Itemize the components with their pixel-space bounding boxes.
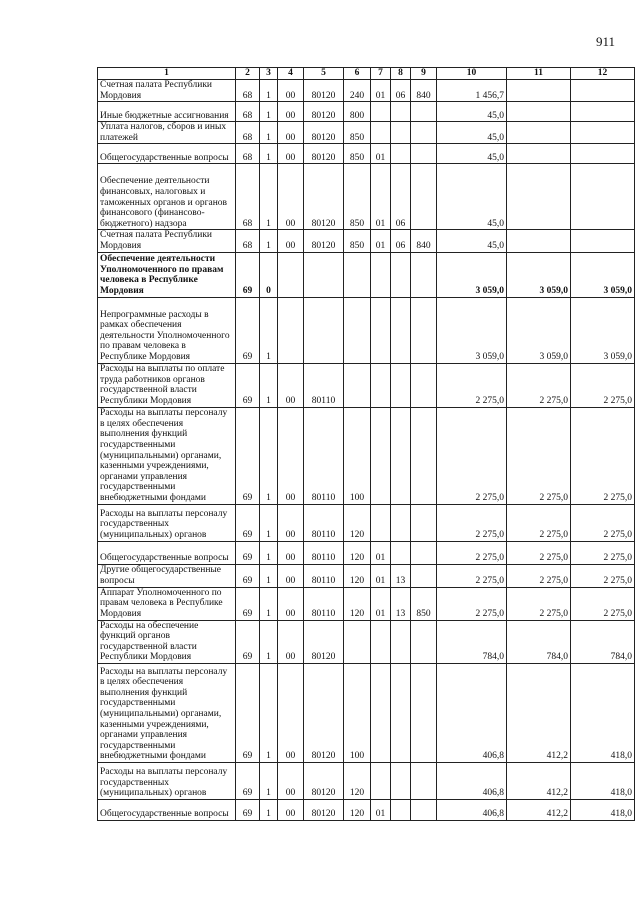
row-name-cell: Расходы на обеспечение функций органов государственной власти Республики Мордовия — [98, 620, 236, 663]
table-cell: 120 — [344, 799, 371, 820]
table-cell: 3 059,0 — [437, 252, 507, 297]
column-header-7: 7 — [371, 68, 391, 80]
row-name-cell: Другие общегосударственные вопросы — [98, 564, 236, 587]
table-cell: 406,8 — [437, 762, 507, 799]
table-cell: 406,8 — [437, 799, 507, 820]
column-header-1: 1 — [98, 68, 236, 80]
table-cell — [391, 620, 411, 663]
table-cell — [391, 363, 411, 407]
table-cell — [411, 541, 437, 564]
row-name-cell: Уплата налогов, сборов и иных платежей — [98, 122, 236, 144]
table-cell: 2 275,0 — [437, 504, 507, 541]
table-cell: 3 059,0 — [571, 297, 635, 363]
table-row — [98, 762, 635, 799]
table-cell: 0 — [260, 252, 278, 297]
table-cell: 120 — [344, 541, 371, 564]
table-cell: 100 — [344, 663, 371, 762]
table-cell — [507, 164, 571, 230]
table-cell — [507, 122, 571, 144]
table-row — [98, 799, 635, 820]
row-name-cell: Иные бюджетные ассигнования — [98, 102, 236, 122]
row-name-cell: Непрограммные расходы в рамках обеспечения деятельности Уполномоченного по правам человека в Республике Мордовия — [98, 297, 236, 363]
row-name-cell: Счетная палата Республики Мордовия — [98, 80, 236, 102]
table-cell: 00 — [278, 564, 304, 587]
column-header-11: 11 — [507, 68, 571, 80]
table-cell: 69 — [236, 252, 260, 297]
table-cell: 80120 — [304, 122, 344, 144]
table-cell: 1 — [260, 407, 278, 504]
table-cell — [391, 504, 411, 541]
table-cell: 00 — [278, 620, 304, 663]
table-cell — [304, 297, 344, 363]
table-cell — [411, 363, 437, 407]
table-cell: 69 — [236, 504, 260, 541]
row-name-cell: Расходы на выплаты персоналу государственных (муниципальных) органов — [98, 504, 236, 541]
table-cell: 840 — [411, 230, 437, 252]
table-cell: 2 275,0 — [507, 407, 571, 504]
table-cell — [371, 252, 391, 297]
table-cell: 3 059,0 — [507, 252, 571, 297]
table-cell: 784,0 — [507, 620, 571, 663]
table-cell: 2 275,0 — [437, 587, 507, 620]
table-cell: 00 — [278, 230, 304, 252]
table-cell — [371, 297, 391, 363]
table-row — [98, 564, 635, 587]
table-cell: 01 — [371, 144, 391, 164]
table-cell — [391, 297, 411, 363]
table-cell: 69 — [236, 541, 260, 564]
table-cell — [391, 144, 411, 164]
table-cell — [507, 80, 571, 102]
table-cell: 00 — [278, 541, 304, 564]
table-row — [98, 663, 635, 762]
table-cell: 418,0 — [571, 663, 635, 762]
table-row — [98, 144, 635, 164]
table-cell: 120 — [344, 587, 371, 620]
table-cell: 01 — [371, 799, 391, 820]
table-cell — [411, 297, 437, 363]
table-cell: 800 — [344, 102, 371, 122]
table-cell: 1 — [260, 122, 278, 144]
table-row — [98, 407, 635, 504]
table-cell: 80120 — [304, 663, 344, 762]
table-cell — [507, 230, 571, 252]
table-cell: 2 275,0 — [571, 363, 635, 407]
table-cell: 69 — [236, 363, 260, 407]
table-cell: 2 275,0 — [507, 504, 571, 541]
table-cell: 2 275,0 — [507, 587, 571, 620]
table-cell: 69 — [236, 587, 260, 620]
table-cell: 69 — [236, 762, 260, 799]
table-cell: 06 — [391, 80, 411, 102]
table-cell: 00 — [278, 587, 304, 620]
table-cell: 1 — [260, 564, 278, 587]
table-cell: 06 — [391, 164, 411, 230]
table-cell: 69 — [236, 663, 260, 762]
row-name-cell: Расходы на выплаты персоналу в целях обеспечения выполнения функций государственными (муниципальными) органами, казенными учреждениями, органами управления государственными внебюджетными фондами — [98, 407, 236, 504]
table-cell — [411, 252, 437, 297]
row-name-cell: Расходы на выплаты по оплате труда работников органов государственной власти Республики Мордовия — [98, 363, 236, 407]
table-cell: 01 — [371, 587, 391, 620]
table-cell: 2 275,0 — [571, 564, 635, 587]
table-cell: 120 — [344, 762, 371, 799]
table-row — [98, 102, 635, 122]
table-cell: 68 — [236, 144, 260, 164]
column-header-12: 12 — [571, 68, 635, 80]
table-cell: 80110 — [304, 363, 344, 407]
table-cell: 45,0 — [437, 144, 507, 164]
table-cell: 00 — [278, 144, 304, 164]
table-cell — [391, 407, 411, 504]
table-cell: 45,0 — [437, 164, 507, 230]
table-cell: 2 275,0 — [507, 541, 571, 564]
table-cell: 80110 — [304, 407, 344, 504]
table-cell: 784,0 — [437, 620, 507, 663]
row-name-cell: Аппарат Уполномоченного по правам человека в Республике Мордовия — [98, 587, 236, 620]
table-cell: 13 — [391, 587, 411, 620]
table-cell: 01 — [371, 564, 391, 587]
column-header-3: 3 — [260, 68, 278, 80]
table-cell: 80110 — [304, 564, 344, 587]
table-cell — [371, 620, 391, 663]
table-cell — [411, 164, 437, 230]
table-cell: 80120 — [304, 80, 344, 102]
table-cell: 2 275,0 — [437, 541, 507, 564]
table-row — [98, 363, 635, 407]
table-cell: 00 — [278, 663, 304, 762]
table-cell: 100 — [344, 407, 371, 504]
table-cell: 850 — [344, 230, 371, 252]
table-row — [98, 297, 635, 363]
table-cell: 00 — [278, 122, 304, 144]
column-header-4: 4 — [278, 68, 304, 80]
table-cell: 01 — [371, 164, 391, 230]
table-cell — [371, 363, 391, 407]
table-cell — [391, 799, 411, 820]
table-cell: 01 — [371, 80, 391, 102]
table-row — [98, 587, 635, 620]
table-cell — [391, 663, 411, 762]
table-cell: 45,0 — [437, 102, 507, 122]
table-cell: 69 — [236, 620, 260, 663]
table-cell: 13 — [391, 564, 411, 587]
table-header-row — [98, 68, 635, 80]
table-cell: 69 — [236, 297, 260, 363]
table-cell — [304, 252, 344, 297]
table-cell — [571, 122, 635, 144]
table-cell — [344, 297, 371, 363]
table-cell: 00 — [278, 164, 304, 230]
column-header-10: 10 — [437, 68, 507, 80]
table-cell: 1 — [260, 504, 278, 541]
page-number: 911 — [596, 34, 616, 49]
table-cell — [391, 762, 411, 799]
table-cell: 1 — [260, 799, 278, 820]
table-cell: 80110 — [304, 504, 344, 541]
table-cell: 2 275,0 — [507, 363, 571, 407]
table-cell: 80110 — [304, 541, 344, 564]
table-cell — [344, 620, 371, 663]
table-cell — [371, 663, 391, 762]
table-cell: 1 — [260, 297, 278, 363]
table-cell: 2 275,0 — [437, 407, 507, 504]
table-cell: 412,2 — [507, 799, 571, 820]
table-cell: 2 275,0 — [437, 564, 507, 587]
table-cell: 80110 — [304, 587, 344, 620]
table-cell — [411, 407, 437, 504]
table-cell: 80120 — [304, 620, 344, 663]
table-cell: 80120 — [304, 762, 344, 799]
table-cell: 00 — [278, 799, 304, 820]
column-header-8: 8 — [391, 68, 411, 80]
table-cell: 1 — [260, 587, 278, 620]
table-row — [98, 122, 635, 144]
table-cell — [391, 541, 411, 564]
table-cell: 120 — [344, 564, 371, 587]
table-cell — [391, 252, 411, 297]
budget-table — [97, 67, 635, 821]
table-cell — [371, 102, 391, 122]
table-cell: 1 — [260, 164, 278, 230]
table-cell: 80120 — [304, 102, 344, 122]
table-cell: 00 — [278, 504, 304, 541]
table-cell — [571, 230, 635, 252]
table-cell: 69 — [236, 564, 260, 587]
table-cell: 2 275,0 — [437, 363, 507, 407]
table-cell — [507, 102, 571, 122]
table-cell — [371, 407, 391, 504]
table-cell: 1 — [260, 80, 278, 102]
table-cell — [411, 504, 437, 541]
row-name-cell: Общегосударственные вопросы — [98, 799, 236, 820]
table-cell: 2 275,0 — [571, 587, 635, 620]
table-cell: 01 — [371, 230, 391, 252]
table-cell: 850 — [344, 144, 371, 164]
table-cell: 00 — [278, 407, 304, 504]
table-body — [98, 80, 635, 821]
table-cell — [507, 144, 571, 164]
table-cell: 412,2 — [507, 663, 571, 762]
table-cell — [371, 762, 391, 799]
table-cell — [391, 122, 411, 144]
table-cell: 240 — [344, 80, 371, 102]
table-row — [98, 230, 635, 252]
table-cell — [278, 252, 304, 297]
table-cell — [571, 80, 635, 102]
table-cell: 06 — [391, 230, 411, 252]
row-name-cell: Обеспечение деятельности финансовых, налоговых и таможенных органов и органов финансового (финансово-бюджетного) надзора — [98, 164, 236, 230]
table-row — [98, 164, 635, 230]
table-cell: 69 — [236, 407, 260, 504]
table-cell: 120 — [344, 504, 371, 541]
table-cell: 1 — [260, 363, 278, 407]
table-cell — [571, 144, 635, 164]
table-cell — [391, 102, 411, 122]
table-cell: 68 — [236, 80, 260, 102]
table-cell — [371, 504, 391, 541]
table-cell — [411, 663, 437, 762]
column-header-6: 6 — [344, 68, 371, 80]
table-cell: 68 — [236, 122, 260, 144]
table-cell — [411, 799, 437, 820]
table-cell: 1 — [260, 102, 278, 122]
table-cell: 3 059,0 — [437, 297, 507, 363]
row-name-cell: Расходы на выплаты персоналу государственных (муниципальных) органов — [98, 762, 236, 799]
table-cell — [411, 620, 437, 663]
table-cell: 45,0 — [437, 230, 507, 252]
table-cell: 2 275,0 — [571, 504, 635, 541]
table-cell — [411, 564, 437, 587]
table-cell: 784,0 — [571, 620, 635, 663]
table-cell: 3 059,0 — [571, 252, 635, 297]
table-cell: 2 275,0 — [571, 541, 635, 564]
table-cell: 69 — [236, 799, 260, 820]
table-row — [98, 541, 635, 564]
table-cell: 80120 — [304, 144, 344, 164]
table-cell: 80120 — [304, 799, 344, 820]
table-row — [98, 80, 635, 102]
table-cell: 412,2 — [507, 762, 571, 799]
row-name-cell: Общегосударственные вопросы — [98, 541, 236, 564]
table-cell — [411, 122, 437, 144]
table-cell — [278, 297, 304, 363]
table-cell: 1 — [260, 144, 278, 164]
table-cell: 00 — [278, 363, 304, 407]
table-cell: 850 — [344, 122, 371, 144]
table-cell: 00 — [278, 80, 304, 102]
table-cell: 850 — [344, 164, 371, 230]
table-cell: 45,0 — [437, 122, 507, 144]
table-cell — [571, 164, 635, 230]
table-cell: 68 — [236, 102, 260, 122]
table-cell: 00 — [278, 762, 304, 799]
table-cell — [411, 762, 437, 799]
table-cell: 1 — [260, 620, 278, 663]
table-row — [98, 252, 635, 297]
table-cell: 1 456,7 — [437, 80, 507, 102]
table-cell — [344, 252, 371, 297]
row-name-cell: Расходы на выплаты персоналу в целях обеспечения выполнения функций государственными (муниципальными) органами, казенными учреждениями, органами управления государственными внебюджетными фондами — [98, 663, 236, 762]
row-name-cell: Счетная палата Республики Мордовия — [98, 230, 236, 252]
table-cell: 01 — [371, 541, 391, 564]
table-cell: 850 — [411, 587, 437, 620]
table-cell — [571, 102, 635, 122]
table-row — [98, 504, 635, 541]
table-cell: 00 — [278, 102, 304, 122]
column-header-5: 5 — [304, 68, 344, 80]
table-cell: 418,0 — [571, 799, 635, 820]
table-cell: 68 — [236, 164, 260, 230]
table-cell: 1 — [260, 663, 278, 762]
table-cell: 1 — [260, 762, 278, 799]
table-cell — [344, 363, 371, 407]
table-cell: 406,8 — [437, 663, 507, 762]
table-cell: 3 059,0 — [507, 297, 571, 363]
table-cell: 418,0 — [571, 762, 635, 799]
table-cell: 2 275,0 — [571, 407, 635, 504]
row-name-cell: Общегосударственные вопросы — [98, 144, 236, 164]
table-cell: 80120 — [304, 230, 344, 252]
table-cell — [411, 102, 437, 122]
row-name-cell: Обеспечение деятельности Уполномоченного по правам человека в Республике Мордовия — [98, 252, 236, 297]
table-cell: 1 — [260, 541, 278, 564]
table-cell — [411, 144, 437, 164]
table-cell: 1 — [260, 230, 278, 252]
table-cell: 2 275,0 — [507, 564, 571, 587]
table-cell: 840 — [411, 80, 437, 102]
column-header-2: 2 — [236, 68, 260, 80]
column-header-9: 9 — [411, 68, 437, 80]
table-cell: 80120 — [304, 164, 344, 230]
table-row — [98, 620, 635, 663]
table-cell: 68 — [236, 230, 260, 252]
table-cell — [371, 122, 391, 144]
